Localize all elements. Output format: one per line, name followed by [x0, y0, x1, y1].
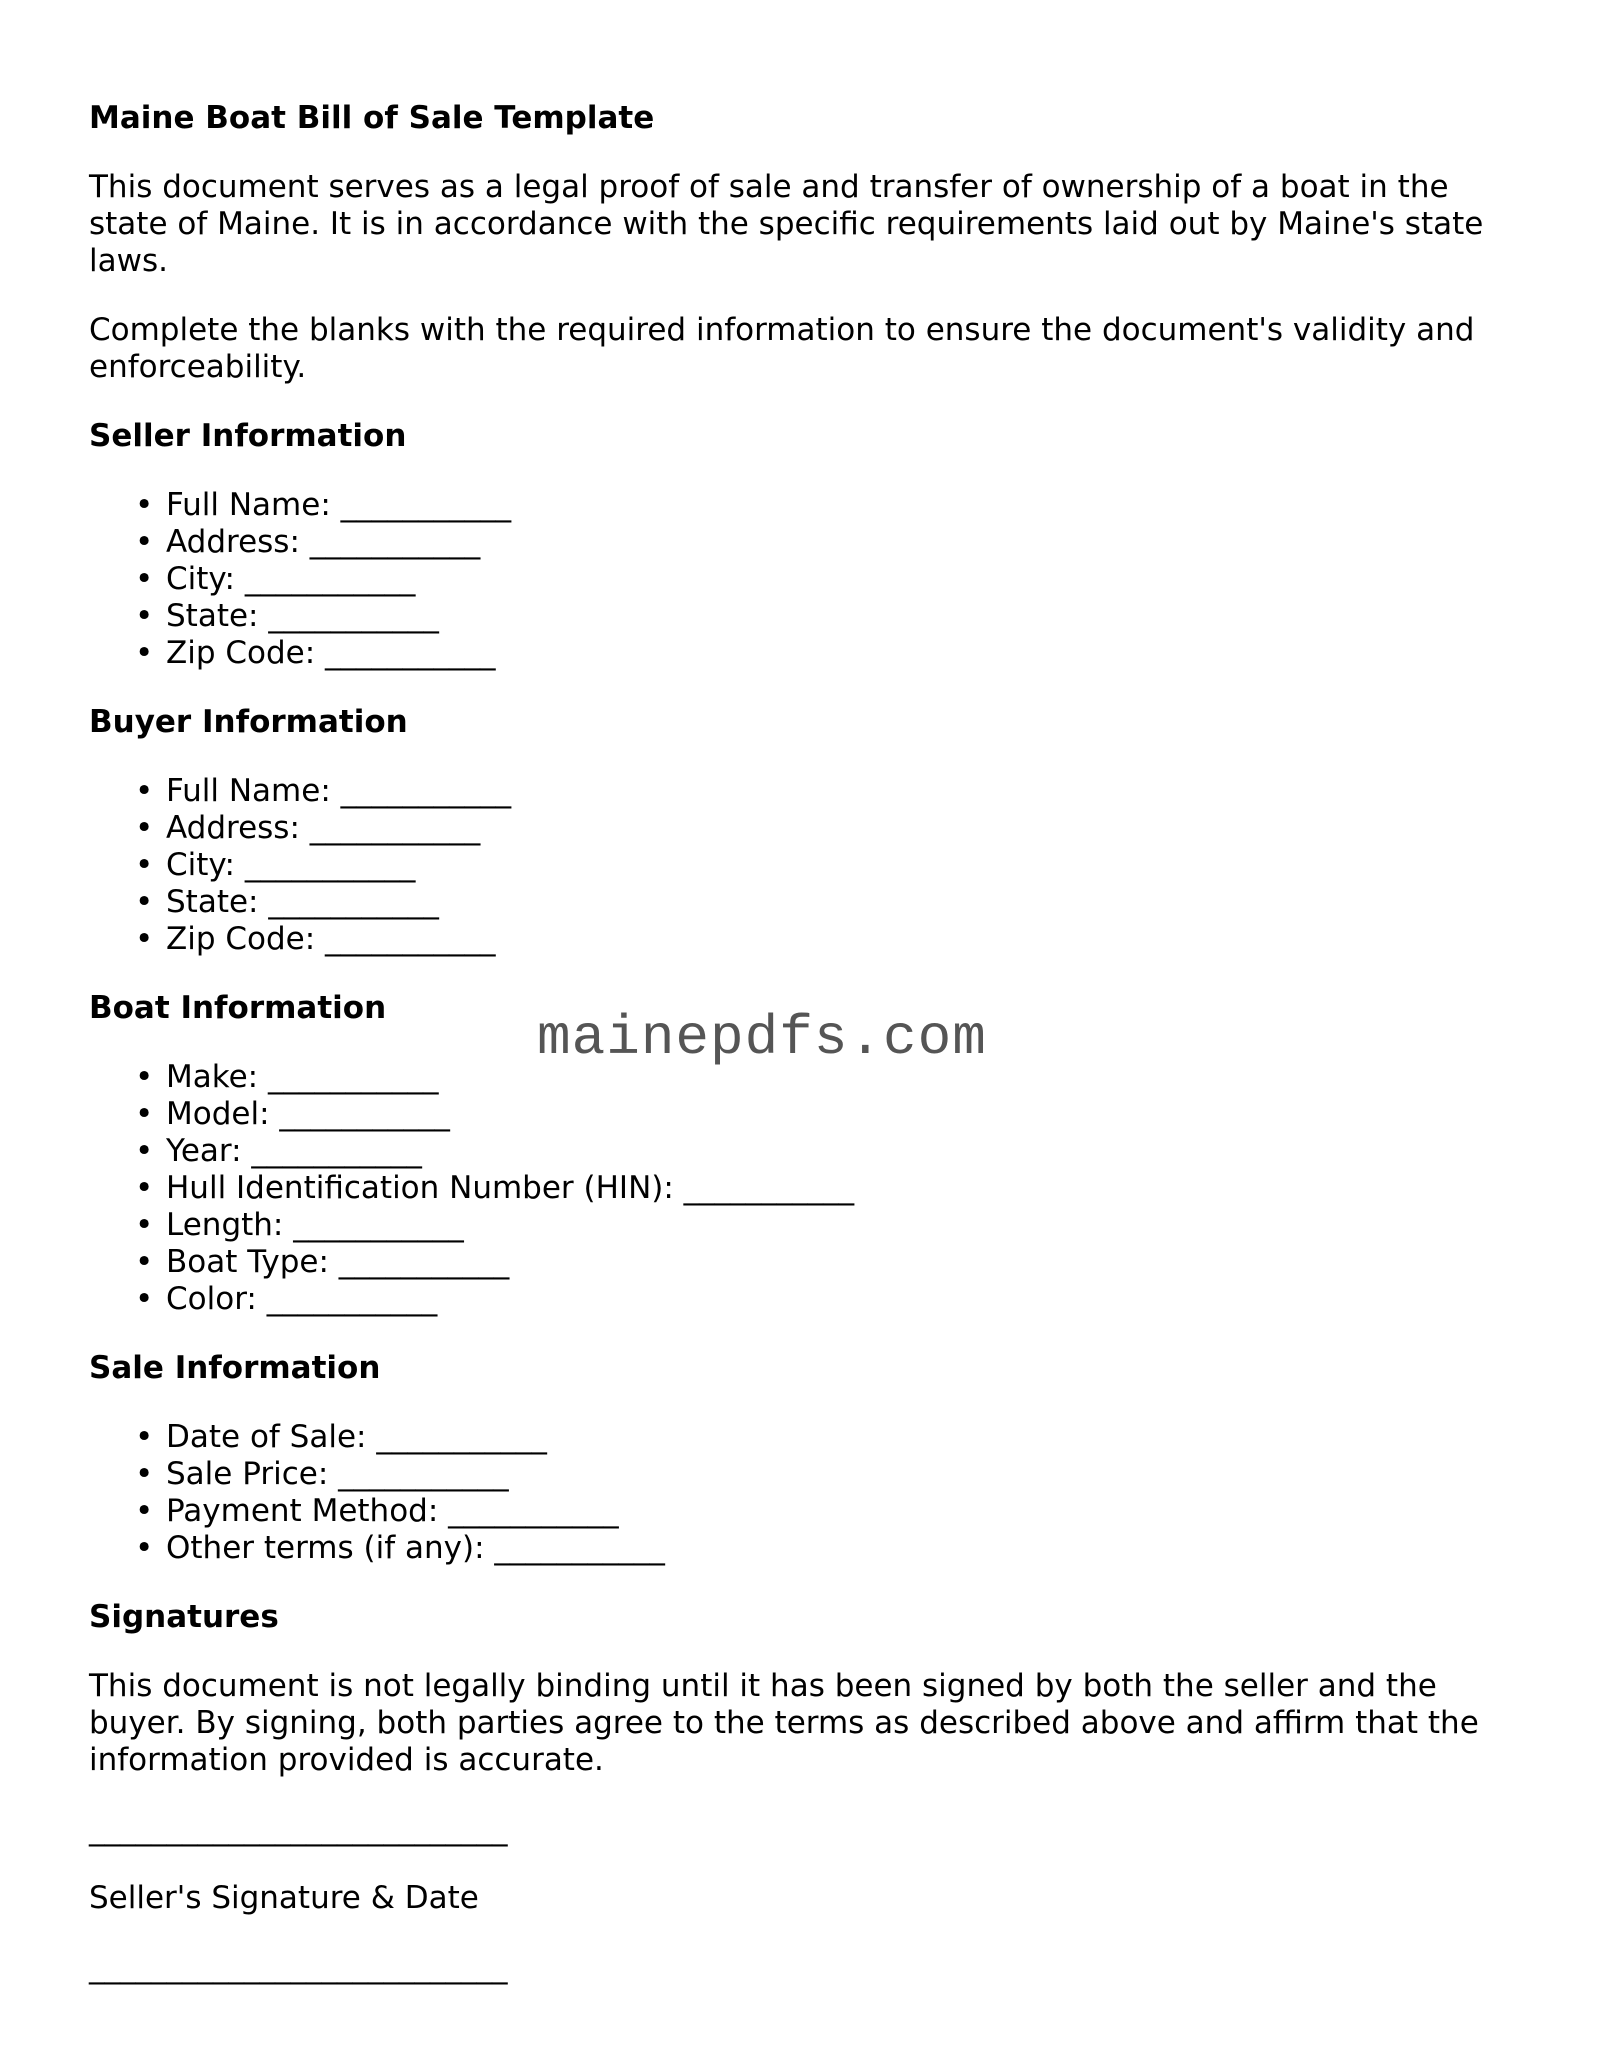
- field-blank[interactable]: ___________: [325, 921, 496, 957]
- field-blank[interactable]: ___________: [338, 1244, 510, 1280]
- field-label: Zip Code:: [166, 635, 316, 671]
- list-item: [135, 1244, 1519, 1281]
- seller-heading: Seller Information: [89, 418, 407, 454]
- field-blank[interactable]: ___________: [683, 1170, 855, 1206]
- list-item: [135, 1419, 1519, 1456]
- list-item: [135, 1493, 1519, 1530]
- seller-signature-label: Seller's Signature & Date: [89, 1880, 479, 1916]
- field-label: State:: [166, 884, 259, 920]
- bullet-icon: •: [135, 1456, 154, 1492]
- list-item: [135, 847, 1519, 884]
- field-label: City:: [166, 561, 235, 597]
- field-blank[interactable]: ___________: [309, 810, 481, 846]
- bullet-icon: •: [135, 773, 154, 809]
- list-item: [135, 1456, 1519, 1493]
- list-item: [135, 1281, 1519, 1318]
- field-label: Date of Sale:: [166, 1419, 367, 1455]
- field-label: Zip Code:: [166, 921, 316, 957]
- seller-fields: [89, 487, 1519, 672]
- list-item: [135, 487, 1519, 524]
- field-blank[interactable]: ___________: [340, 487, 512, 523]
- seller-signature-line[interactable]: ___________________________: [89, 1811, 508, 1847]
- buyer-fields: [89, 773, 1519, 958]
- field-blank[interactable]: ___________: [293, 1207, 464, 1243]
- signatures-heading: Signatures: [89, 1599, 279, 1635]
- list-item: [135, 598, 1519, 635]
- list-item: [135, 1207, 1519, 1244]
- field-label: Boat Type:: [166, 1244, 329, 1280]
- instructions-paragraph: Complete the blanks with the required information to ensure the document's validity and enforceability.: [89, 312, 1475, 385]
- field-label: City:: [166, 847, 235, 883]
- bullet-icon: •: [135, 847, 154, 883]
- sale-fields: [89, 1419, 1519, 1567]
- bullet-icon: •: [135, 1244, 154, 1280]
- field-label: Year:: [166, 1133, 242, 1169]
- field-blank[interactable]: ___________: [268, 884, 439, 920]
- bullet-icon: •: [135, 1281, 154, 1317]
- bullet-icon: •: [135, 487, 154, 523]
- list-item: [135, 1096, 1519, 1133]
- bullet-icon: •: [135, 635, 154, 671]
- field-blank[interactable]: ___________: [266, 1281, 438, 1317]
- bullet-icon: •: [135, 1059, 154, 1095]
- bullet-icon: •: [135, 810, 154, 846]
- field-blank[interactable]: ___________: [494, 1530, 665, 1566]
- list-item: [135, 524, 1519, 561]
- list-item: [135, 561, 1519, 598]
- list-item: [135, 884, 1519, 921]
- bullet-icon: •: [135, 1207, 154, 1243]
- list-item: [135, 810, 1519, 847]
- field-blank[interactable]: ___________: [448, 1493, 619, 1529]
- field-label: Model:: [166, 1096, 270, 1132]
- field-blank[interactable]: ___________: [309, 524, 481, 560]
- field-blank[interactable]: ___________: [251, 1133, 422, 1169]
- bullet-icon: •: [135, 1530, 154, 1566]
- field-label: Address:: [166, 810, 300, 846]
- field-label: Other terms (if any):: [166, 1530, 485, 1566]
- bullet-icon: •: [135, 1493, 154, 1529]
- bullet-icon: •: [135, 561, 154, 597]
- list-item: [135, 635, 1519, 672]
- field-blank[interactable]: ___________: [340, 773, 512, 809]
- field-label: State:: [166, 598, 259, 634]
- bullet-icon: •: [135, 1096, 154, 1132]
- intro-paragraph: This document serves as a legal proof of sale and transfer of ownership of a boat in the state of Maine. It is in accordance with the specific requirements laid out by Maine's state laws.: [89, 169, 1484, 279]
- bullet-icon: •: [135, 524, 154, 560]
- field-blank[interactable]: ___________: [268, 598, 439, 634]
- field-label: Hull Identification Number (HIN):: [166, 1170, 674, 1206]
- field-label: Length:: [166, 1207, 284, 1243]
- bullet-icon: •: [135, 1419, 154, 1455]
- signatures-paragraph: This document is not legally binding until it has been signed by both the seller and the buyer. By signing, both parties agree to the terms as described above and affirm that the information provided is accurate.: [89, 1668, 1479, 1778]
- buyer-signature-line[interactable]: ___________________________: [89, 1949, 508, 1985]
- sale-heading: Sale Information: [89, 1350, 381, 1386]
- bullet-icon: •: [135, 1170, 154, 1206]
- field-blank[interactable]: ___________: [244, 847, 416, 883]
- field-label: Make:: [166, 1059, 259, 1095]
- field-label: Color:: [166, 1281, 257, 1317]
- bullet-icon: •: [135, 598, 154, 634]
- field-blank[interactable]: ___________: [244, 561, 416, 597]
- list-item: [135, 1133, 1519, 1170]
- watermark: mainepdfs.com: [537, 1006, 987, 1070]
- field-blank[interactable]: ___________: [338, 1456, 509, 1492]
- bullet-icon: •: [135, 921, 154, 957]
- list-item: [135, 1530, 1519, 1567]
- list-item: [135, 1170, 1519, 1207]
- field-blank[interactable]: ___________: [376, 1419, 547, 1455]
- document-title: Maine Boat Bill of Sale Template: [89, 100, 655, 136]
- field-label: Address:: [166, 524, 300, 560]
- boat-heading: Boat Information: [89, 990, 387, 1026]
- list-item: [135, 921, 1519, 958]
- field-blank[interactable]: ___________: [279, 1096, 450, 1132]
- field-label: Full Name:: [166, 487, 331, 523]
- field-blank[interactable]: ___________: [267, 1059, 439, 1095]
- field-label: Sale Price:: [166, 1456, 329, 1492]
- field-blank[interactable]: ___________: [325, 635, 496, 671]
- boat-fields: [89, 1059, 1519, 1318]
- field-label: Payment Method:: [166, 1493, 439, 1529]
- field-label: Full Name:: [166, 773, 331, 809]
- list-item: [135, 773, 1519, 810]
- buyer-heading: Buyer Information: [89, 704, 408, 740]
- bullet-icon: •: [135, 1133, 154, 1169]
- bullet-icon: •: [135, 884, 154, 920]
